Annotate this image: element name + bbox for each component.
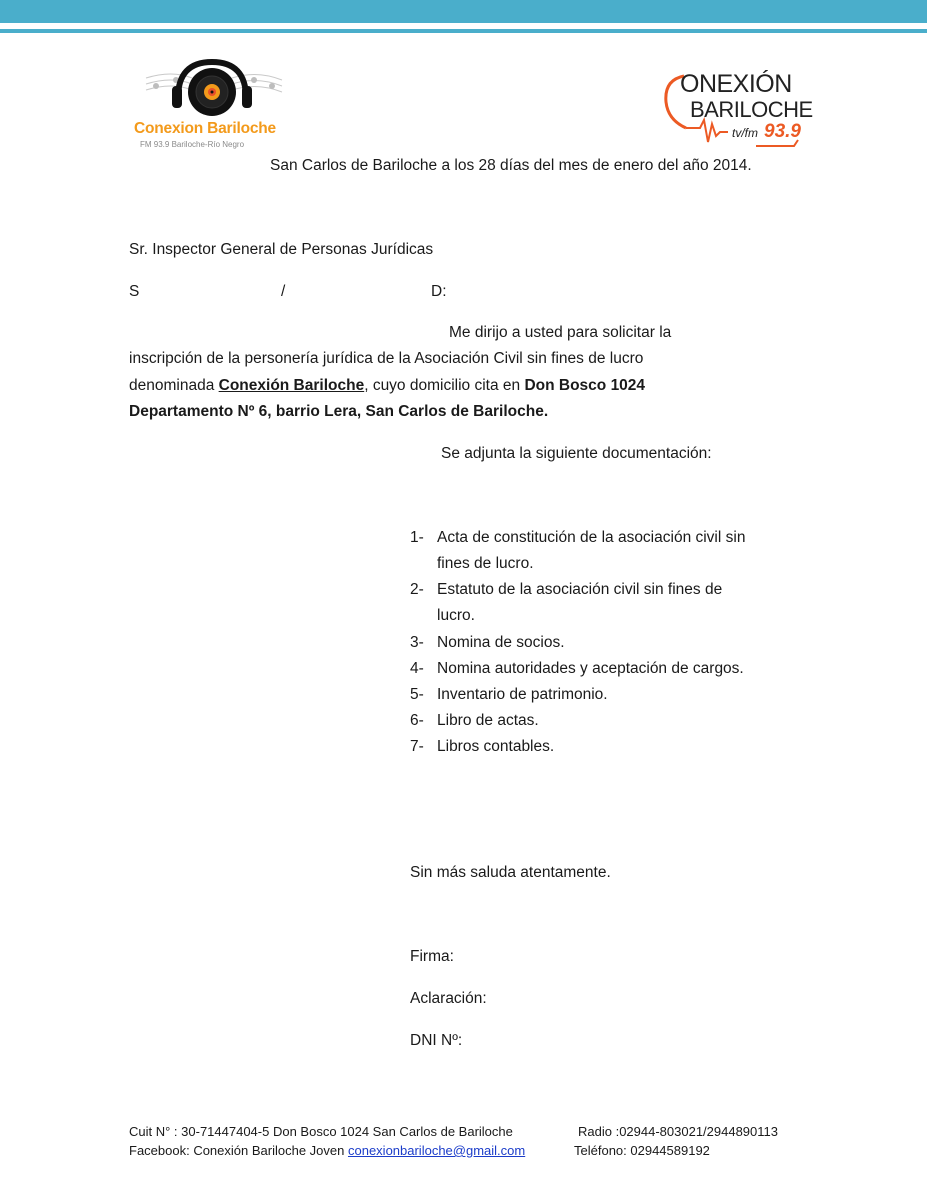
list-item: Nomina de socios.	[437, 634, 565, 651]
list-item: Estatuto de la asociación civil sin fines de	[437, 581, 723, 598]
list-item-continuation: fines de lucro.	[437, 555, 534, 572]
signature-label: Firma:	[410, 948, 454, 965]
list-item-number: 5-	[410, 686, 424, 703]
header-band	[0, 0, 927, 23]
list-item: Inventario de patrimonio.	[437, 686, 608, 703]
footer-radio: Radio :02944-803021/2944890113	[578, 1124, 778, 1139]
date-line: San Carlos de Bariloche a los 28 días del mes de enero del año 2014.	[270, 157, 752, 174]
right-logo-line1: ONEXIÓN	[680, 70, 792, 98]
list-item-number: 6-	[410, 712, 424, 729]
list-item-number: 3-	[410, 634, 424, 651]
dni-label: DNI Nº:	[410, 1032, 463, 1049]
right-logo	[656, 66, 813, 156]
headphones-vinyl-icon	[132, 58, 292, 120]
sd-slash: /	[281, 283, 286, 300]
left-logo-brand: Conexion Bariloche	[134, 120, 276, 137]
closing: Sin más saluda atentamente.	[410, 864, 611, 881]
list-item-number: 1-	[410, 529, 424, 546]
list-item-number: 4-	[410, 660, 424, 677]
left-logo	[132, 58, 292, 154]
clarification-label: Aclaración:	[410, 990, 487, 1007]
list-item: Libro de actas.	[437, 712, 539, 729]
footer-cuit: Cuit N° : 30-71447404-5 Don Bosco 1024 San Carlos de Bariloche	[129, 1124, 513, 1139]
body-line-3	[129, 377, 645, 395]
body-line-2: inscripción de la personería jurídica de la Asociación Civil sin fines de lucro	[129, 350, 644, 367]
address: Don Bosco 1024	[524, 377, 646, 394]
attached-intro: Se adjunta la siguiente documentación:	[441, 445, 712, 462]
list-item-continuation: lucro.	[437, 607, 475, 624]
body-line-3-pre: denominada	[129, 377, 215, 394]
left-logo-tagline: FM 93.9 Bariloche-Río Negro	[140, 140, 245, 149]
association-name: Conexión Bariloche	[218, 377, 365, 394]
right-logo-line2: BARILOCHE	[690, 97, 813, 122]
sd-d: D:	[431, 283, 447, 300]
list-item: Libros contables.	[437, 738, 555, 755]
footer-telefono: Teléfono: 02944589192	[574, 1143, 710, 1158]
list-item: Nomina autoridades y aceptación de cargos.	[437, 660, 744, 677]
recipient: Sr. Inspector General de Personas Jurídicas	[129, 241, 434, 258]
footer-facebook: Facebook: Conexión Bariloche Joven	[129, 1143, 345, 1158]
body-line-3-mid: , cuyo domicilio cita en	[364, 377, 525, 394]
list-item-number: 2-	[410, 581, 424, 598]
right-logo-line4: 93.9	[764, 121, 801, 142]
body-line-1: Me dirijo a usted para solicitar la	[449, 324, 672, 341]
list-item-number: 7-	[410, 738, 424, 755]
list-item: Acta de constitución de la asociación civil sin	[437, 529, 746, 546]
header-rule	[0, 29, 927, 33]
sd-s: S	[129, 283, 140, 300]
right-logo-line3: tv/fm	[732, 126, 758, 140]
email-link[interactable]: conexionbariloche@gmail.com	[347, 1143, 526, 1158]
footer-contact	[129, 1143, 525, 1158]
body-line-4: Departamento Nº 6, barrio Lera, San Carlos de Bariloche.	[129, 403, 549, 420]
